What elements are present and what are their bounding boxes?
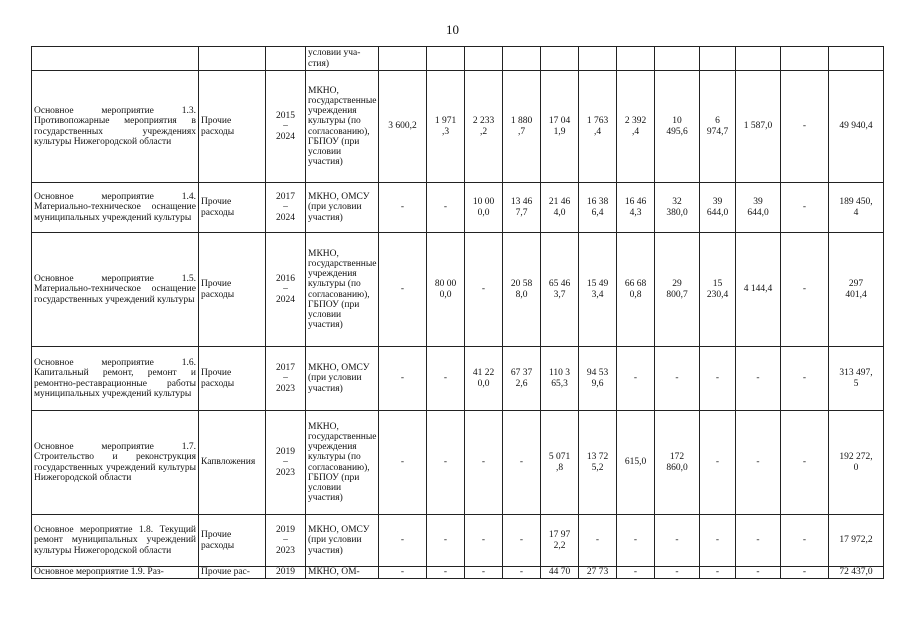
value-cell: 6 974,7 — [700, 71, 736, 183]
value-cell: 16 46 4,3 — [617, 183, 655, 233]
total-cell: 189 450, 4 — [829, 183, 884, 233]
value-cell: 13 46 7,7 — [503, 183, 541, 233]
value-cell: - — [465, 411, 503, 515]
value-cell: - — [655, 347, 700, 411]
value-cell: 41 22 0,0 — [465, 347, 503, 411]
value-cell: 67 37 2,6 — [503, 347, 541, 411]
value-cell: 13 72 5,2 — [579, 411, 617, 515]
value-cell: - — [736, 411, 781, 515]
value-cell: 5 071 ,8 — [541, 411, 579, 515]
value-cell: 15 49 3,4 — [579, 233, 617, 347]
total-cell: 72 437,0 — [829, 567, 884, 579]
value-cell: 65 46 3,7 — [541, 233, 579, 347]
value-cell: 2 392 ,4 — [617, 71, 655, 183]
table-body — [32, 47, 884, 579]
description-cell: Основное мероприятие 1.4. Материально-техническое оснащение муниципальных учреждений культуры — [32, 183, 199, 233]
value-cell: - — [503, 515, 541, 567]
value-cell: 1 587,0 — [736, 71, 781, 183]
years-cell: 2017 – 2024 — [266, 183, 306, 233]
value-cell: - — [781, 515, 829, 567]
value-cell: 10 00 0,0 — [465, 183, 503, 233]
value-cell: - — [379, 233, 427, 347]
value-cell: 615,0 — [617, 411, 655, 515]
value-cell: 1 971 ,3 — [427, 71, 465, 183]
years-cell: 2019 – 2023 — [266, 411, 306, 515]
value-cell: - — [700, 347, 736, 411]
description-cell: Основное мероприятие 1.8. Текущий ремонт муниципальных учреждений культуры Нижегородской области — [32, 515, 199, 567]
value-cell: 20 58 8,0 — [503, 233, 541, 347]
value-cell: - — [781, 347, 829, 411]
value-cell: - — [781, 71, 829, 183]
value-cell: - — [617, 347, 655, 411]
value-cell: - — [379, 411, 427, 515]
executor-cell: МКНО, ОМСУ (при условии участия) — [306, 347, 379, 411]
value-cell: - — [781, 411, 829, 515]
value-cell: - — [781, 567, 829, 579]
value-cell: - — [465, 233, 503, 347]
executor-cell: МКНО, государственные учреждения культуры (по согласованию), ГБПОУ (при условии участия) — [306, 71, 379, 183]
value-cell: 39 644,0 — [700, 183, 736, 233]
value-cell: - — [655, 567, 700, 579]
value-cell: - — [379, 515, 427, 567]
value-cell: 172 860,0 — [655, 411, 700, 515]
value-cell: - — [617, 515, 655, 567]
value-cell: - — [379, 567, 427, 579]
source-cell: Прочие расходы — [199, 347, 266, 411]
total-cell: 297 401,4 — [829, 233, 884, 347]
value-cell: - — [427, 347, 465, 411]
value-cell: 1 763 ,4 — [579, 71, 617, 183]
value-cell: - — [379, 347, 427, 411]
years-cell: 2016 – 2024 — [266, 233, 306, 347]
value-cell: 17 04 1,9 — [541, 71, 579, 183]
value-cell: - — [579, 515, 617, 567]
table-row — [32, 515, 884, 567]
value-cell: 1 880 ,7 — [503, 71, 541, 183]
value-cell: - — [427, 515, 465, 567]
value-cell: - — [427, 567, 465, 579]
value-cell: 80 00 0,0 — [427, 233, 465, 347]
years-cell: 2017 – 2023 — [266, 347, 306, 411]
value-cell: - — [655, 515, 700, 567]
description-cell: Основное мероприятие 1.7. Строительство и реконструкция государственных учреждений культуры Нижегородской области — [32, 411, 199, 515]
value-cell: 94 53 9,6 — [579, 347, 617, 411]
total-cell: 17 972,2 — [829, 515, 884, 567]
years-cell: 2015 – 2024 — [266, 71, 306, 183]
table-row — [32, 567, 884, 579]
value-cell: 110 3 65,3 — [541, 347, 579, 411]
description-cell: Основное мероприятие 1.6. Капитальный ремонт, ремонт и ремонтно-реставрационные работы муниципальных учреждений культуры — [32, 347, 199, 411]
value-cell: - — [503, 567, 541, 579]
source-cell: Прочие расходы — [199, 515, 266, 567]
budget-table — [31, 46, 884, 579]
value-cell: 17 97 2,2 — [541, 515, 579, 567]
value-cell: - — [503, 411, 541, 515]
description-cell: Основное мероприятие 1.5. Материально-техническое оснащение государственных учреждений культуры — [32, 233, 199, 347]
years-cell: 2019 – 2023 — [266, 515, 306, 567]
table-row-continuation — [32, 47, 884, 71]
value-cell: - — [379, 183, 427, 233]
value-cell: - — [736, 347, 781, 411]
executor-cell: МКНО, ОМСУ (при условии участия) — [306, 183, 379, 233]
value-cell: 29 800,7 — [655, 233, 700, 347]
total-cell: 49 940,4 — [829, 71, 884, 183]
source-cell: Прочие рас- — [199, 567, 266, 579]
value-cell: - — [427, 183, 465, 233]
executor-cell: МКНО, ОМСУ (при условии участия) — [306, 515, 379, 567]
value-cell: 39 644,0 — [736, 183, 781, 233]
source-cell: Прочие расходы — [199, 71, 266, 183]
value-cell: 16 38 6,4 — [579, 183, 617, 233]
value-cell: - — [700, 515, 736, 567]
total-cell: 313 497, 5 — [829, 347, 884, 411]
value-cell: - — [617, 567, 655, 579]
years-cell: 2019 — [266, 567, 306, 579]
table-row — [32, 233, 884, 347]
table-row — [32, 71, 884, 183]
value-cell: 4 144,4 — [736, 233, 781, 347]
value-cell: 44 70 — [541, 567, 579, 579]
value-cell: 32 380,0 — [655, 183, 700, 233]
value-cell: - — [736, 567, 781, 579]
total-cell: 192 272, 0 — [829, 411, 884, 515]
description-cell: Основное мероприятие 1.9. Раз- — [32, 567, 199, 579]
value-cell: 27 73 — [579, 567, 617, 579]
source-cell: Прочие расходы — [199, 233, 266, 347]
executor-cell: МКНО, государственные учреждения культуры (по согласованию), ГБПОУ (при условии участия) — [306, 411, 379, 515]
executor-cell: МКНО, ОМ- — [306, 567, 379, 579]
source-cell: Прочие расходы — [199, 183, 266, 233]
value-cell: 21 46 4,0 — [541, 183, 579, 233]
value-cell: 66 68 0,8 — [617, 233, 655, 347]
source-cell: Капвложения — [199, 411, 266, 515]
description-cell: Основное мероприятие 1.3. Противопожарные мероприятия в государственных учреждениях культуры Нижегородской области — [32, 71, 199, 183]
value-cell: - — [465, 567, 503, 579]
table-row — [32, 411, 884, 515]
value-cell: - — [700, 567, 736, 579]
table-row — [32, 183, 884, 233]
value-cell: - — [700, 411, 736, 515]
value-cell: 10 495,6 — [655, 71, 700, 183]
value-cell: 2 233 ,2 — [465, 71, 503, 183]
value-cell: 15 230,4 — [700, 233, 736, 347]
page-number: 10 — [446, 22, 459, 37]
value-cell: - — [781, 183, 829, 233]
value-cell: - — [781, 233, 829, 347]
value-cell: - — [465, 515, 503, 567]
table-row — [32, 347, 884, 411]
value-cell: 3 600,2 — [379, 71, 427, 183]
value-cell: - — [427, 411, 465, 515]
value-cell: - — [736, 515, 781, 567]
executor-cell: условии уча- стия) — [306, 47, 379, 71]
executor-cell: МКНО, государственные учреждения культуры (по согласованию), ГБПОУ (при условии участия) — [306, 233, 379, 347]
